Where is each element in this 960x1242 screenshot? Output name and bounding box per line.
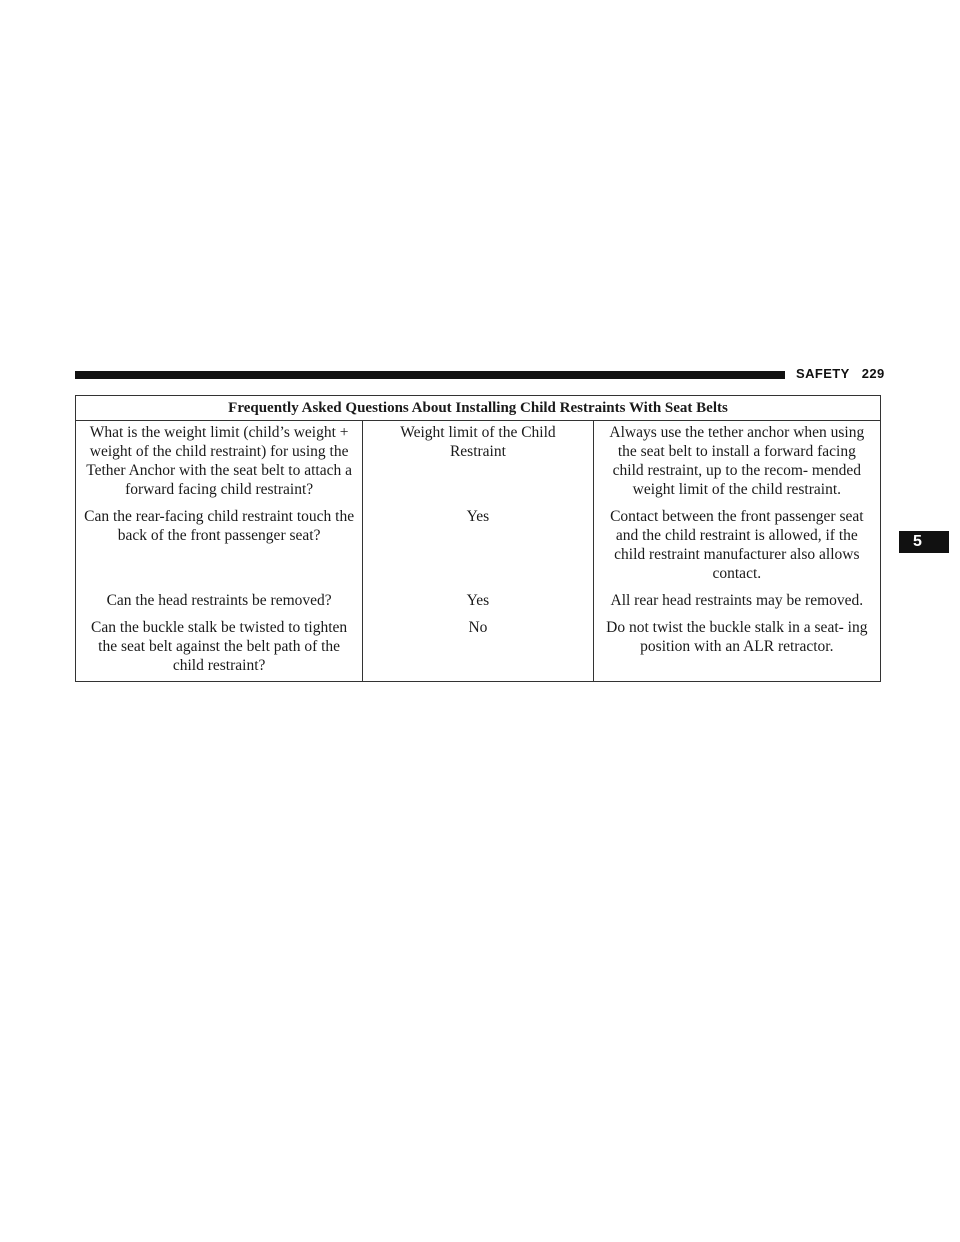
table-row	[76, 505, 881, 589]
answer-cell: Yes	[363, 505, 593, 589]
answer-cell: Weight limit of the Child Restraint	[363, 421, 593, 506]
section-title: SAFETY	[796, 366, 850, 381]
note-cell: Do not twist the buckle stalk in a seat- ing position with an ALR retractor.	[593, 616, 880, 682]
table-row	[76, 616, 881, 682]
question-cell: What is the weight limit (child’s weight + weight of the child restraint) for using the Tether Anchor with the seat belt to attach a forward facing child restraint?	[76, 421, 363, 506]
question-cell: Can the rear-facing child restraint touch the back of the front passenger seat?	[76, 505, 363, 589]
note-cell: Contact between the front passenger seat and the child restraint is allowed, if the child restraint manufacturer also allows contact.	[593, 505, 880, 589]
header-rule	[75, 371, 785, 379]
table-row	[76, 589, 881, 616]
question-cell: Can the head restraints be removed?	[76, 589, 363, 616]
answer-cell: No	[363, 616, 593, 682]
table-row	[76, 421, 881, 506]
chapter-tab: 5	[899, 531, 949, 553]
note-cell: All rear head restraints may be removed.	[593, 589, 880, 616]
page-number: 229	[861, 366, 885, 381]
table-title: Frequently Asked Questions About Installing Child Restraints With Seat Belts	[76, 396, 881, 421]
note-cell: Always use the tether anchor when using the seat belt to install a forward facing child restraint, up to the recom- mended weight limit of the child restraint.	[593, 421, 880, 506]
faq-table	[75, 395, 881, 682]
answer-cell: Yes	[363, 589, 593, 616]
running-header	[796, 366, 906, 386]
question-cell: Can the buckle stalk be twisted to tighten the seat belt against the belt path of the child restraint?	[76, 616, 363, 682]
